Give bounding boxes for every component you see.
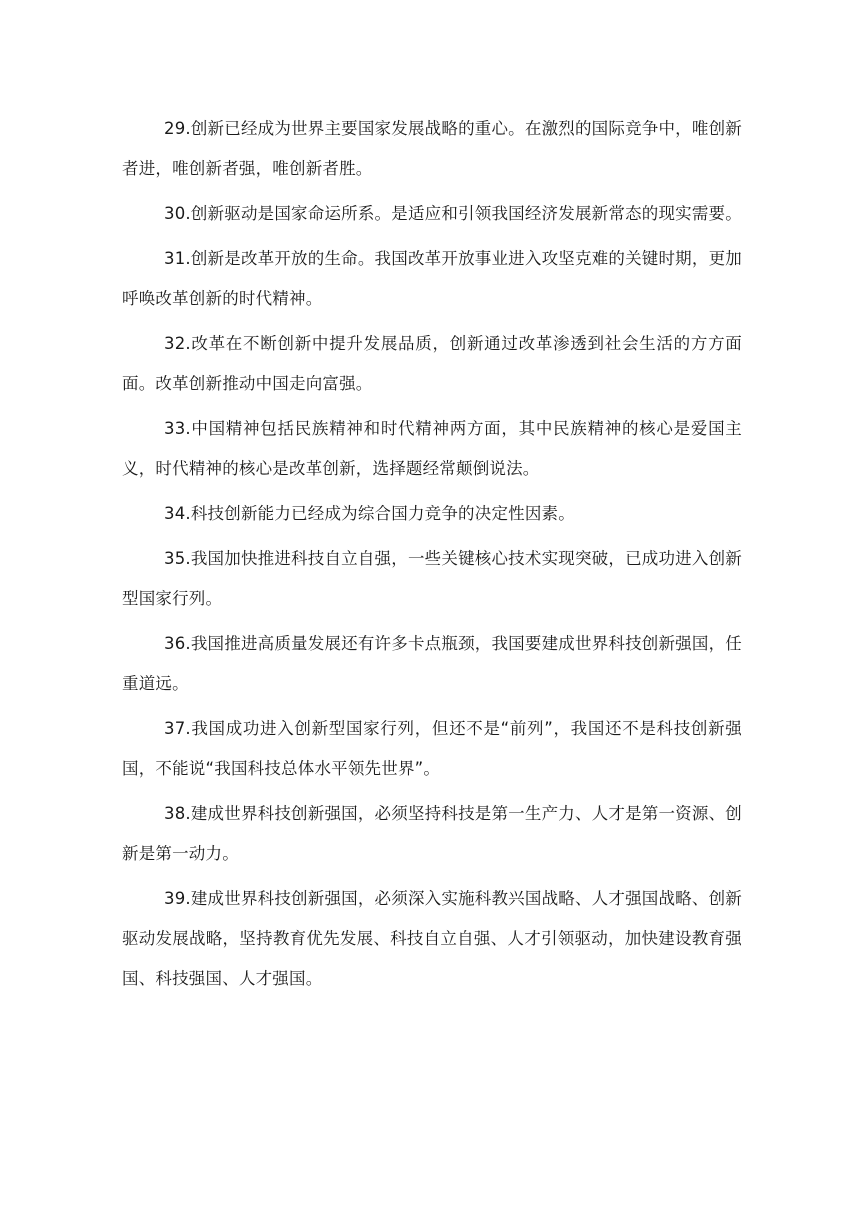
paragraph-29: 29.创新已经成为世界主要国家发展战略的重心。在激烈的国际竞争中，唯创新者进，唯创新者强，唯创新者胜。: [122, 119, 742, 178]
document-body: [122, 109, 742, 1004]
paragraph-38: 38.建成世界科技创新强国，必须坚持科技是第一生产力、人才是第一资源、创新是第一动力。: [122, 804, 742, 863]
paragraph-36: 36.我国推进高质量发展还有许多卡点瓶颈，我国要建成世界科技创新强国，任重道远。: [122, 634, 742, 693]
paragraph-34: 34.科技创新能力已经成为综合国力竞争的决定性因素。: [164, 504, 575, 523]
paragraph-37: 37.我国成功进入创新型国家行列，但还不是“前列”，我国还不是科技创新强国，不能说“我国科技总体水平领先世界”。: [122, 719, 742, 778]
paragraph-32: 32.改革在不断创新中提升发展品质，创新通过改革渗透到社会生活的方方面面。改革创新推动中国走向富强。: [122, 334, 742, 393]
paragraph-31: 31.创新是改革开放的生命。我国改革开放事业进入攻坚克难的关键时期，更加呼唤改革创新的时代精神。: [122, 249, 742, 308]
paragraph-35: 35.我国加快推进科技自立自强，一些关键核心技术实现突破，已成功进入创新型国家行列。: [122, 549, 742, 608]
paragraph-33: 33.中国精神包括民族精神和时代精神两方面，其中民族精神的核心是爱国主义，时代精神的核心是改革创新，选择题经常颠倒说法。: [122, 419, 742, 478]
paragraph-39: 39.建成世界科技创新强国，必须深入实施科教兴国战略、人才强国战略、创新驱动发展战略，坚持教育优先发展、科技自立自强、人才引领驱动，加快建设教育强国、科技强国、人才强国。: [122, 889, 742, 988]
paragraph-30: 30.创新驱动是国家命运所系。是适应和引领我国经济发展新常态的现实需要。: [164, 204, 742, 223]
